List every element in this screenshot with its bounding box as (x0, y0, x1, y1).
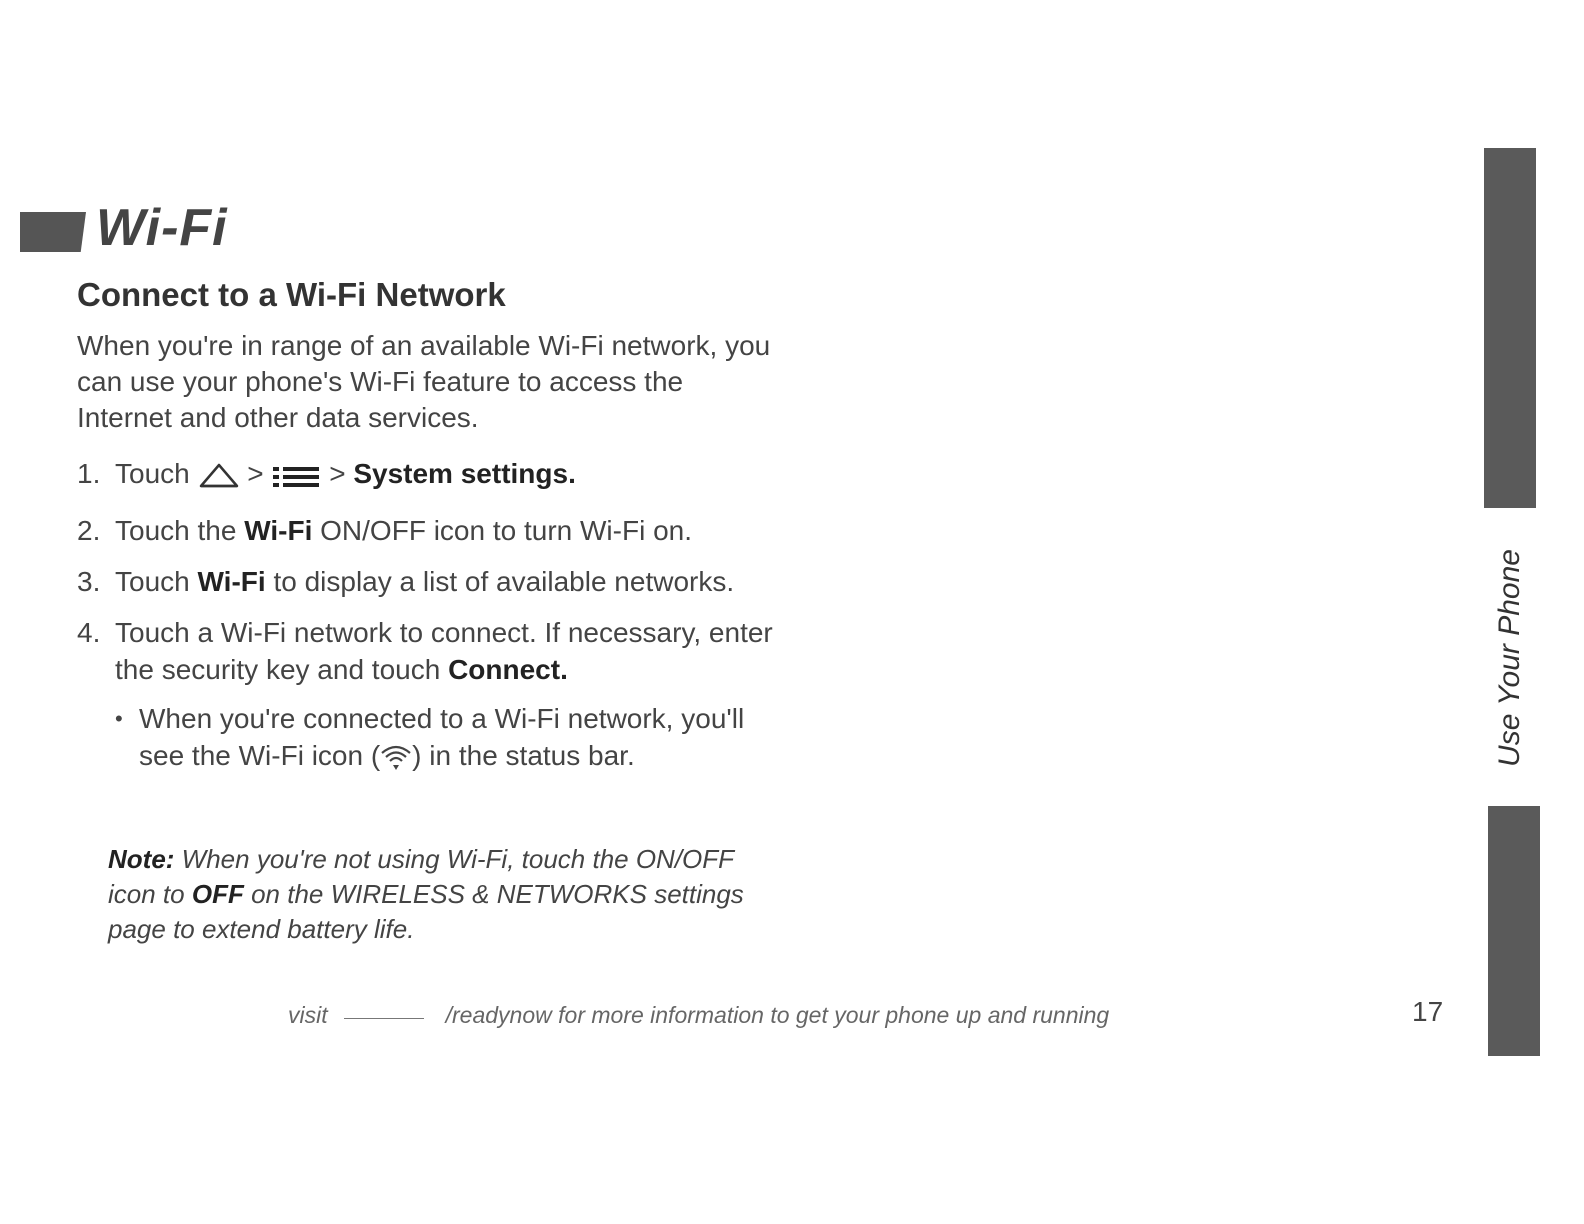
footer-url-blank (344, 1018, 424, 1019)
side-tab-bar-bottom (1488, 806, 1540, 1056)
step-bold: Wi-Fi (244, 515, 313, 546)
step-number: 3. (77, 566, 101, 597)
step-text: ON/OFF icon to turn Wi-Fi on. (320, 515, 693, 546)
step-number: 2. (77, 515, 101, 546)
step-number: 1. (77, 458, 101, 489)
side-tab-label (1484, 520, 1536, 795)
menu-icon (271, 461, 321, 498)
step-text: Touch the (115, 515, 237, 546)
footer-visit: visit (288, 1002, 328, 1028)
note-bold: OFF (191, 879, 244, 909)
step-text: to display a list of available networks. (273, 566, 735, 597)
step-text: Touch (115, 458, 190, 489)
page-number: 17 (1412, 996, 1444, 1027)
footer (288, 1002, 1109, 1029)
step-text: Touch (115, 566, 190, 597)
step-text: Touch a Wi-Fi network to connect. If necessary, enter the security key and touch (115, 617, 773, 685)
footer-text: /readynow for more information to get your phone up and running (445, 1002, 1110, 1028)
step-bullet (115, 700, 777, 780)
separator: > (329, 458, 346, 489)
home-icon (198, 461, 240, 498)
separator: > (247, 458, 264, 489)
step-1 (77, 455, 777, 498)
step-bold: Connect. (448, 654, 568, 685)
step-number: 4. (77, 617, 101, 648)
side-tab-bar-top (1484, 148, 1536, 508)
intro-paragraph: When you're in range of an available Wi-Fi network, you can use your phone's Wi-Fi feature to access the Internet and other data services. (77, 330, 771, 433)
note-text: on the WIRELESS & NETWORKS settings page to extend battery life. (108, 879, 744, 944)
note-text: When you're not using Wi-Fi, touch the ON/OFF icon to (108, 844, 734, 909)
section-marker (20, 212, 86, 252)
step-3 (77, 563, 777, 600)
section-title: Wi-Fi (96, 199, 228, 257)
steps-list (77, 455, 777, 794)
note (108, 842, 768, 947)
step-2 (77, 512, 777, 549)
step-4 (77, 614, 777, 780)
bullet-text: When you're connected to a Wi-Fi network, you'll see the Wi-Fi icon ( (139, 703, 745, 771)
wifi-icon (380, 743, 412, 780)
bullet-text: ) in the status bar. (412, 740, 635, 771)
side-tab-text: Use Your Phone (1493, 548, 1527, 767)
step-bold: System settings. (353, 458, 576, 489)
note-label: Note: (108, 844, 175, 874)
step-bold: Wi-Fi (197, 566, 266, 597)
subheading: Connect to a Wi-Fi Network (77, 276, 506, 313)
